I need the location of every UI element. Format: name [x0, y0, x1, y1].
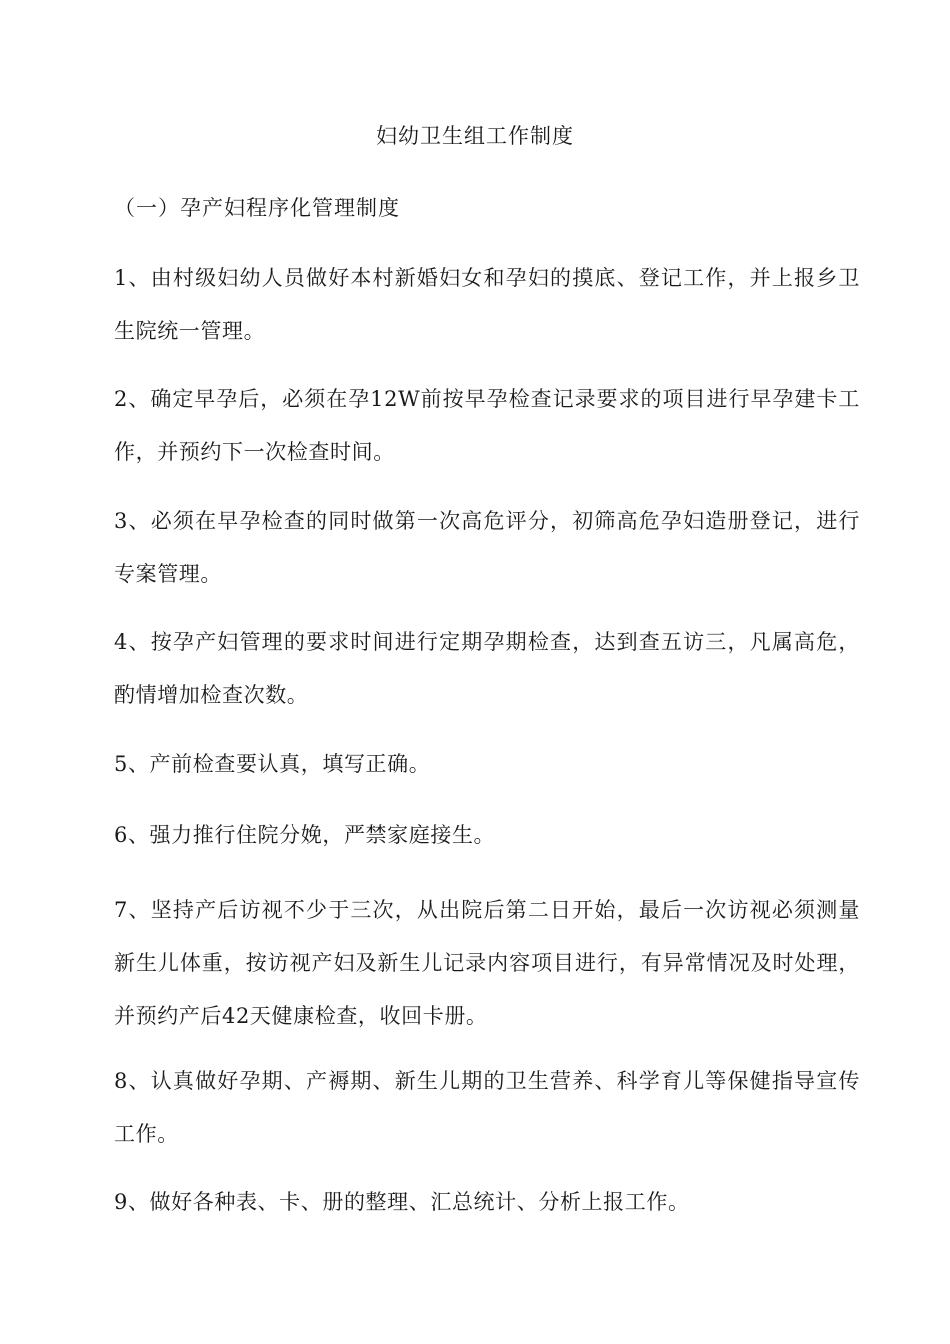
rule-item-9: 9、做好各种表、卡、册的整理、汇总统计、分析上报工作。: [114, 1190, 690, 1214]
rule-item-7: 7、坚持产后访视不少于三次，从出院后第二日开始，最后一次访视必须测量新生儿体重，按访视产妇及新生儿记录内容项目进行，有异常情况及时处理，并预约产后42天健康检查，收回卡册。: [114, 898, 860, 1028]
section-heading: （一）孕产妇程序化管理制度: [114, 196, 400, 220]
rule-item-8: 8、认真做好孕期、产褥期、新生儿期的卫生营养、科学育儿等保健指导宣传工作。: [114, 1069, 860, 1146]
document-title: 妇幼卫生组工作制度: [376, 124, 574, 148]
rule-item-3: 3、必须在早孕检查的同时做第一次高危评分，初筛高危孕妇造册登记，进行专案管理。: [114, 509, 860, 586]
rule-item-6: 6、强力推行住院分娩，严禁家庭接生。: [114, 823, 496, 847]
rule-item-1: 1、由村级妇幼人员做好本村新婚妇女和孕妇的摸底、登记工作，并上报乡卫生院统一管理。: [114, 266, 860, 343]
rule-item-2: 2、确定早孕后，必须在孕12W前按早孕检查记录要求的项目进行早孕建卡工作，并预约下一次检查时间。: [114, 387, 860, 464]
rule-item-4: 4、按孕产妇管理的要求时间进行定期孕期检查，达到查五访三，凡属高危，酌情增加检查次数。: [114, 630, 860, 707]
rule-item-5: 5、产前检查要认真，填写正确。: [114, 752, 431, 776]
